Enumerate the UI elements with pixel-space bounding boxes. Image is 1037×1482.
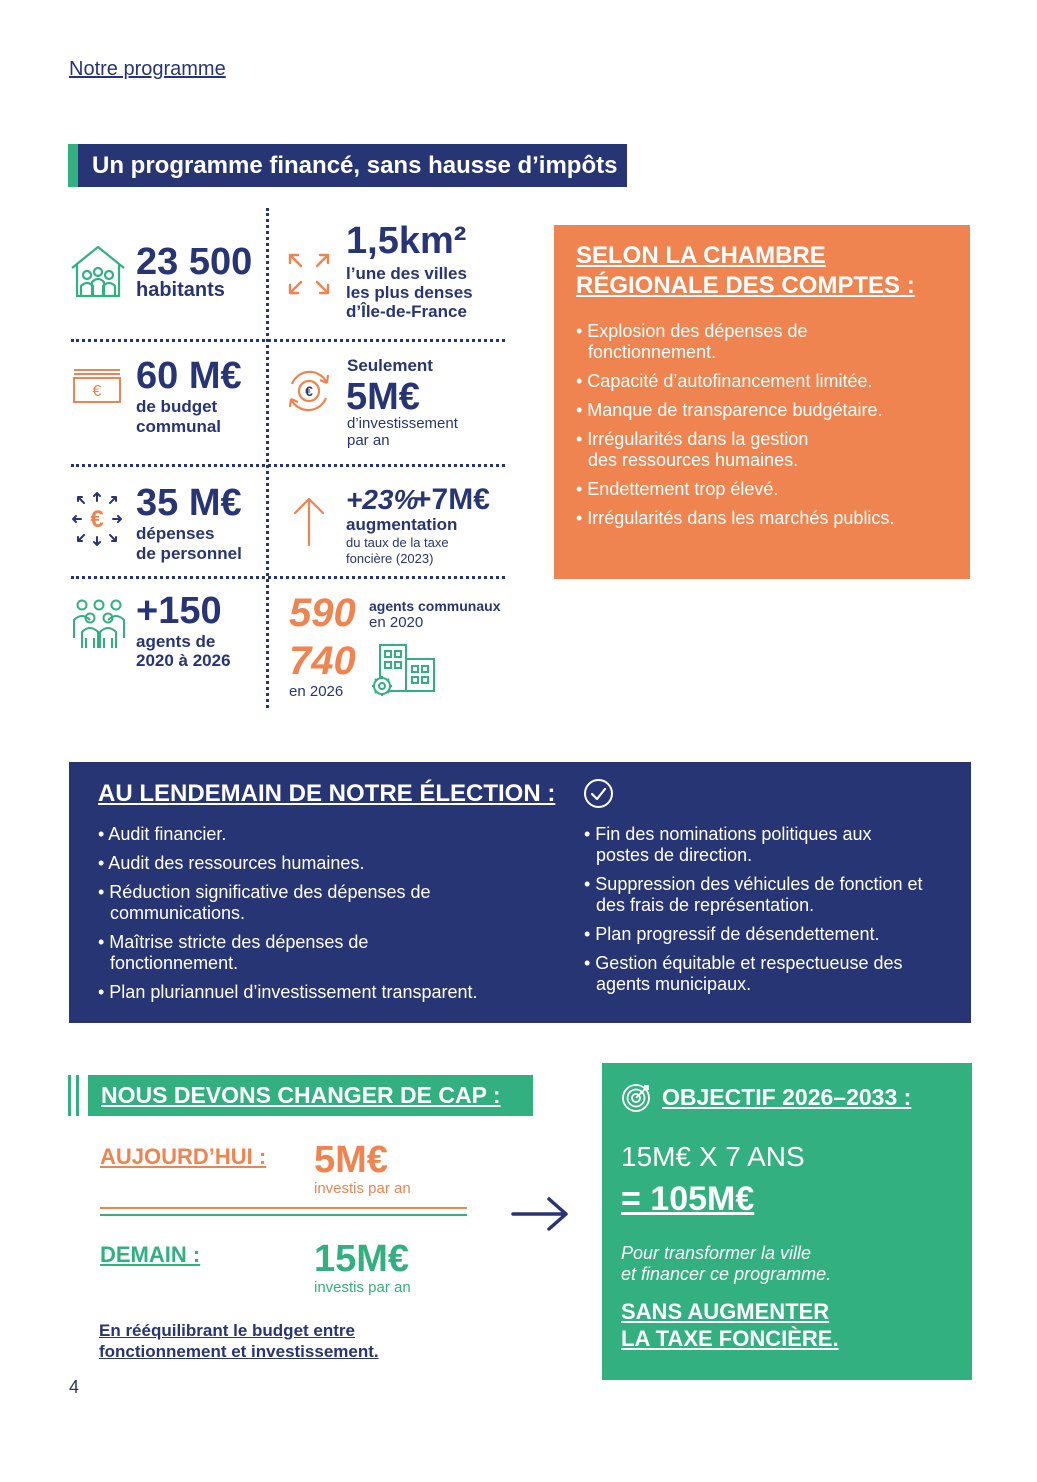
agents-increase-label-1: agents de <box>136 632 216 651</box>
election-item: • Maîtrise stricte des dépenses de fonctionnement. <box>98 932 369 973</box>
cap-header <box>68 1075 533 1116</box>
today-sub: investis par an <box>314 1180 411 1197</box>
tomorrow-label: DEMAIN : <box>100 1242 201 1267</box>
area-label-2: les plus denses <box>346 283 473 302</box>
goal-cta <box>621 1298 839 1352</box>
election-list-left <box>98 824 538 1011</box>
grid-divider-horizontal <box>71 339 505 342</box>
area-label-1: l’une des villes <box>346 264 467 283</box>
election-panel <box>69 762 971 1023</box>
election-item: • Suppression des véhicules de fonction et des frais de représentation. <box>584 874 923 915</box>
investment-prefix: Seulement <box>347 356 433 375</box>
cap-footnote <box>99 1320 379 1362</box>
budget-label-2: communal <box>136 417 222 436</box>
goal-panel <box>602 1063 972 1380</box>
euro-cycle-icon <box>284 366 334 416</box>
crc-item: • Irrégularités dans les marchés publics. <box>576 508 895 528</box>
election-item: • Plan pluriannuel d’investissement transparent. <box>98 982 478 1002</box>
election-title: AU LENDEMAIN DE NOTRE ÉLECTION : <box>98 780 556 807</box>
cap-footnote-line2: fonctionnement et investissement. <box>99 1342 379 1361</box>
agents-increase-label-2: 2020 à 2026 <box>136 651 231 670</box>
tomorrow-value: 15M€ <box>314 1238 410 1280</box>
crc-panel <box>554 225 970 579</box>
staff-costs-value: 35 M€ <box>136 482 242 524</box>
investment-value: 5M€ <box>346 376 420 418</box>
grid-divider-horizontal <box>71 576 505 579</box>
today-label: AUJOURD’HUI : <box>100 1144 267 1169</box>
budget-value: 60 M€ <box>136 355 242 397</box>
agents-2020-label-2: en 2020 <box>369 614 424 631</box>
inhabitants-value: 23 500 <box>136 241 253 283</box>
election-item: • Plan progressif de désendettement. <box>584 924 880 944</box>
crc-item: • Explosion des dépenses de fonctionnement. <box>576 321 808 362</box>
goal-purpose-line1: Pour transformer la ville <box>621 1243 812 1263</box>
building-gear-icon <box>368 643 436 699</box>
tax-label: augmentation <box>346 515 458 534</box>
crc-item: • Irrégularités dans la gestion des ressources humaines. <box>576 429 809 470</box>
goal-cta-line1: SANS AUGMENTER <box>621 1299 830 1324</box>
agents-increase-value: +150 <box>136 590 222 632</box>
agents-2026-label: en 2026 <box>289 683 344 700</box>
crc-list <box>576 321 948 529</box>
cap-title: NOUS DEVONS CHANGER DE CAP : <box>88 1075 533 1116</box>
tax-detail-1: du taux de la taxe <box>346 535 449 550</box>
svg-text:€: € <box>90 506 104 533</box>
arrow-up-icon <box>291 495 327 547</box>
election-item: • Audit des ressources humaines. <box>98 853 365 873</box>
tax-value: +7M€ <box>414 483 490 516</box>
divider-green <box>100 1214 467 1216</box>
election-item: • Gestion équitable et respectueuse des agents municipaux. <box>584 953 903 994</box>
tomorrow-sub: investis par an <box>314 1279 411 1296</box>
grid-divider-horizontal <box>71 464 505 467</box>
crc-title-line2: RÉGIONALE DES COMPTES : <box>576 272 915 299</box>
tax-detail-2: foncière (2023) <box>346 551 434 566</box>
house-family-icon <box>69 244 127 298</box>
agents-2020-value: 590 <box>289 591 356 635</box>
cap-footnote-line1: En rééquilibrant le budget entre <box>99 1321 355 1340</box>
goal-purpose <box>621 1243 831 1285</box>
goal-formula: 15M€ X 7 ANS <box>621 1141 805 1172</box>
staff-costs-label-1: dépenses <box>136 524 215 543</box>
page-number: 4 <box>69 1377 80 1397</box>
expand-arrows-icon <box>287 252 331 296</box>
crc-item: • Manque de transparence budgétaire. <box>576 400 883 420</box>
crc-item: • Capacité d’autofinancement limitée. <box>576 371 873 391</box>
election-item: • Audit financier. <box>98 824 227 844</box>
investment-label-1: d’investissement <box>347 415 458 432</box>
crc-title-line1: SELON LA CHAMBRE <box>576 242 826 269</box>
checkmark-circle-icon <box>583 778 614 809</box>
svg-text:€: € <box>92 383 102 400</box>
today-value: 5M€ <box>314 1139 388 1181</box>
grid-divider-vertical <box>266 208 269 708</box>
section-title: Un programme financé, sans hausse d’impôts : <box>68 144 627 187</box>
area-value: 1,5km² <box>346 220 467 262</box>
arrow-right-icon <box>511 1196 569 1232</box>
agents-2020-label-1: agents communaux <box>369 598 501 614</box>
people-group-icon <box>70 598 128 650</box>
investment-label-2: par an <box>347 432 390 449</box>
goal-total: = 105M€ <box>621 1180 755 1218</box>
euro-arrows-icon <box>70 489 124 549</box>
cap-bar-decoration <box>68 1075 71 1116</box>
area-label-3: d’Île-de-France <box>346 302 467 321</box>
crc-title <box>576 241 948 301</box>
election-item: • Réduction significative des dépenses de communications. <box>98 882 431 923</box>
goal-purpose-line2: et financer ce programme. <box>621 1264 832 1284</box>
svg-text:€: € <box>305 383 313 399</box>
goal-cta-line2: LA TAXE FONCIÈRE. <box>621 1326 839 1351</box>
crc-item: • Endettement trop élevé. <box>576 479 779 499</box>
goal-title: OBJECTIF 2026–2033 : <box>662 1084 912 1110</box>
divider-orange <box>100 1207 467 1209</box>
budget-label-1: de budget <box>136 397 218 416</box>
target-icon <box>621 1081 653 1113</box>
breadcrumb-link[interactable]: Notre programme <box>69 58 226 80</box>
banknote-icon <box>72 368 122 404</box>
staff-costs-label-2: de personnel <box>136 544 242 563</box>
election-item: • Fin des nominations politiques aux postes de direction. <box>584 824 872 865</box>
inhabitants-label: habitants <box>136 279 225 301</box>
cap-bar-decoration <box>76 1075 79 1116</box>
agents-2026-value: 740 <box>289 639 356 683</box>
election-list-right <box>584 824 944 1003</box>
tax-percent: +23% <box>346 484 419 515</box>
